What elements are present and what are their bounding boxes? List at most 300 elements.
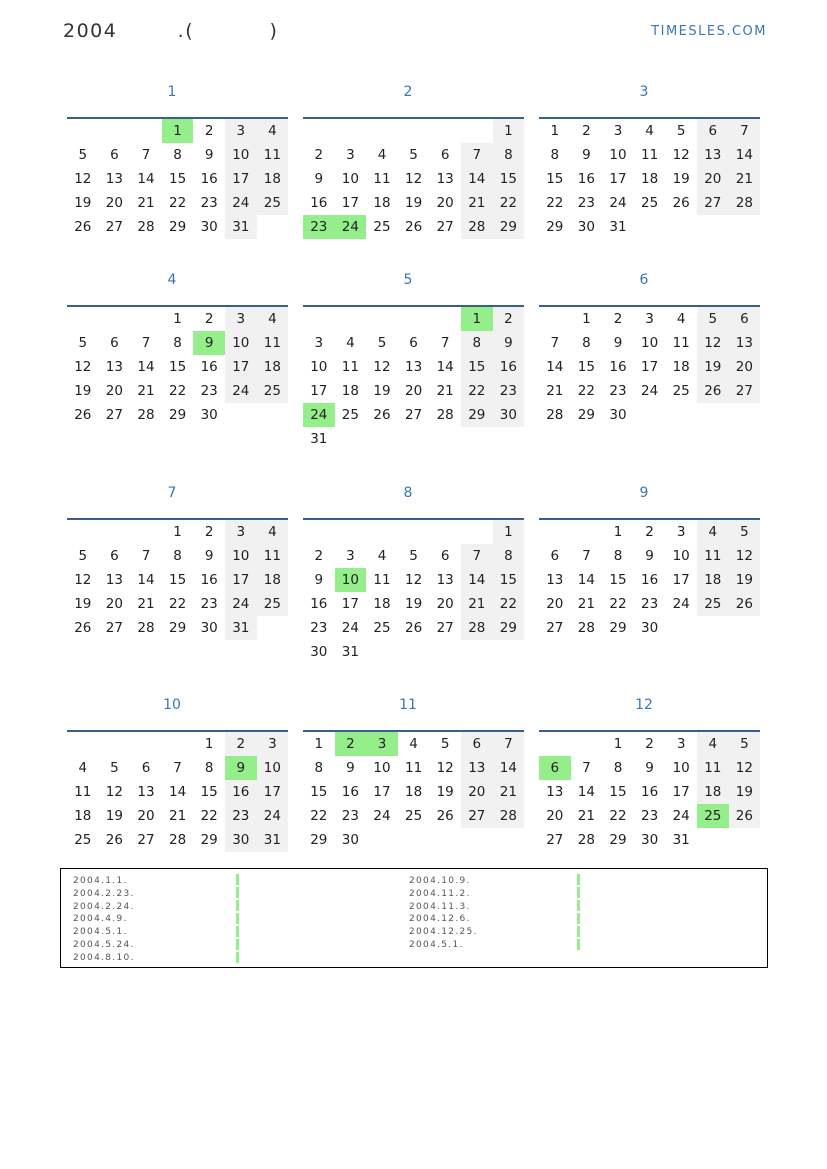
day-cell: 7 <box>582 760 591 776</box>
day-cell: 18 <box>641 171 659 187</box>
day-cell: 26 <box>436 808 454 824</box>
day-cell: 1 <box>173 311 182 327</box>
day-cell: 30 <box>577 219 595 235</box>
day-cell: 4 <box>377 147 387 163</box>
month-title: 8 <box>403 485 413 501</box>
day-cell: 13 <box>105 171 123 187</box>
day-cell: 30 <box>641 620 659 636</box>
day-cell: 9 <box>582 147 591 163</box>
day-cell: 22 <box>169 596 187 612</box>
day-cell: 22 <box>310 808 328 824</box>
holiday-cell: 2 <box>335 732 367 756</box>
day-cell: 14 <box>137 359 155 375</box>
day-cell: 20 <box>405 383 423 399</box>
day-cell: 19 <box>672 171 690 187</box>
day-cell: 26 <box>74 620 92 636</box>
day-cell: 17 <box>373 784 391 800</box>
day-cell: 2 <box>493 307 525 331</box>
day-cell: 12 <box>74 572 92 588</box>
day-cell: 6 <box>409 335 418 351</box>
day-cell: 25 <box>257 379 289 403</box>
day-cell: 9 <box>204 147 214 163</box>
day-cell: 13 <box>729 331 761 355</box>
day-cell: 2 <box>314 147 324 163</box>
day-cell: 25 <box>74 832 92 848</box>
day-cell: 16 <box>493 355 525 379</box>
day-cell: 1 <box>314 736 324 752</box>
day-cell: 22 <box>493 191 525 215</box>
day-cell: 9 <box>204 548 214 564</box>
day-cell: 17 <box>341 195 359 211</box>
holiday-cell: 1 <box>162 119 194 143</box>
day-cell: 7 <box>141 335 151 351</box>
month-title: 5 <box>403 272 413 288</box>
day-cell: 18 <box>672 359 690 375</box>
day-cell: 27 <box>546 620 564 636</box>
day-cell: 16 <box>609 359 627 375</box>
day-cell: 2 <box>645 736 654 752</box>
month-rule <box>303 518 524 520</box>
day-cell: 26 <box>373 407 391 423</box>
day-cell: 31 <box>257 828 289 852</box>
day-cell: 26 <box>697 379 729 403</box>
day-cell: 24 <box>225 592 257 616</box>
day-cell: 13 <box>105 572 123 588</box>
day-cell: 14 <box>546 359 564 375</box>
day-cell: 14 <box>577 572 595 588</box>
legend-date: 2004.5.24. <box>73 940 135 950</box>
day-cell: 24 <box>225 191 257 215</box>
day-cell: 27 <box>461 804 493 828</box>
day-cell: 7 <box>141 548 151 564</box>
holiday-cell: 9 <box>193 331 225 355</box>
day-cell: 25 <box>641 195 659 211</box>
day-cell: 25 <box>672 383 690 399</box>
day-cell: 19 <box>729 780 761 804</box>
legend-marker-bar <box>577 874 580 951</box>
day-cell: 16 <box>341 784 359 800</box>
day-cell: 31 <box>341 644 359 660</box>
day-cell: 9 <box>314 572 324 588</box>
day-cell: 31 <box>225 616 257 640</box>
day-cell: 5 <box>440 736 450 752</box>
legend-date: 2004.5.1. <box>73 927 128 938</box>
day-cell: 18 <box>373 596 391 612</box>
legend-date: 2004.11.3. <box>409 901 471 912</box>
day-cell: 19 <box>105 808 123 824</box>
day-cell: 1 <box>493 520 525 544</box>
day-cell: 5 <box>110 760 119 776</box>
day-cell: 29 <box>461 403 493 427</box>
day-cell: 6 <box>141 760 151 776</box>
legend-date: 2004.10.9. <box>409 876 471 886</box>
day-cell: 21 <box>577 596 595 612</box>
day-cell: 3 <box>225 520 257 544</box>
day-cell: 19 <box>373 383 391 399</box>
day-cell: 25 <box>373 620 391 636</box>
day-cell: 7 <box>461 544 493 568</box>
day-cell: 18 <box>341 383 359 399</box>
day-cell: 5 <box>409 548 418 564</box>
day-cell: 22 <box>169 383 187 399</box>
day-cell: 2 <box>613 311 623 327</box>
day-cell: 31 <box>609 219 627 235</box>
day-cell: 15 <box>609 572 627 588</box>
day-cell: 20 <box>436 195 454 211</box>
day-cell: 27 <box>436 219 454 235</box>
day-cell: 3 <box>613 123 623 139</box>
day-cell: 5 <box>729 732 761 756</box>
day-cell: 23 <box>641 808 659 824</box>
day-cell: 10 <box>225 143 257 167</box>
day-cell: 30 <box>341 832 359 848</box>
month-title: 2 <box>403 84 413 100</box>
day-cell: 3 <box>645 311 654 327</box>
day-cell: 25 <box>697 592 729 616</box>
day-cell: 17 <box>341 596 359 612</box>
day-cell: 26 <box>105 832 123 848</box>
day-cell: 27 <box>105 219 123 235</box>
day-cell: 15 <box>546 171 564 187</box>
day-cell: 21 <box>493 780 525 804</box>
day-cell: 30 <box>200 407 218 423</box>
day-cell: 26 <box>672 195 690 211</box>
day-cell: 29 <box>609 620 627 636</box>
day-cell: 10 <box>225 544 257 568</box>
day-cell: 7 <box>582 548 591 564</box>
day-cell: 27 <box>546 832 564 848</box>
day-cell: 20 <box>461 780 493 804</box>
day-cell: 7 <box>729 119 761 143</box>
day-cell: 14 <box>493 756 525 780</box>
day-cell: 10 <box>672 548 690 564</box>
day-cell: 18 <box>74 808 92 824</box>
day-cell: 20 <box>137 808 155 824</box>
day-cell: 12 <box>729 544 761 568</box>
day-cell: 25 <box>341 407 359 423</box>
day-cell: 6 <box>110 147 119 163</box>
day-cell: 21 <box>461 592 493 616</box>
day-cell: 7 <box>493 732 525 756</box>
day-cell: 10 <box>672 760 690 776</box>
day-cell: 10 <box>341 171 359 187</box>
day-cell: 27 <box>137 832 155 848</box>
day-cell: 25 <box>257 191 289 215</box>
day-cell: 13 <box>436 572 454 588</box>
day-cell: 2 <box>225 732 257 756</box>
day-cell: 27 <box>436 620 454 636</box>
day-cell: 1 <box>582 311 591 327</box>
day-cell: 20 <box>105 596 123 612</box>
day-cell: 13 <box>405 359 423 375</box>
month-title: 6 <box>639 272 649 288</box>
day-cell: 29 <box>609 832 627 848</box>
day-cell: 9 <box>314 171 324 187</box>
day-cell: 11 <box>257 143 289 167</box>
day-cell: 9 <box>493 331 525 355</box>
day-cell: 23 <box>310 620 328 636</box>
page-title: 2004 .( ) <box>63 20 279 42</box>
month-rule <box>303 117 524 119</box>
day-cell: 31 <box>310 431 328 447</box>
day-cell: 17 <box>641 359 659 375</box>
day-cell: 16 <box>200 359 218 375</box>
day-cell: 12 <box>672 147 690 163</box>
day-cell: 21 <box>137 596 155 612</box>
day-cell: 15 <box>609 784 627 800</box>
legend-date: 2004.8.10. <box>73 952 135 963</box>
day-cell: 28 <box>493 804 525 828</box>
day-cell: 21 <box>137 383 155 399</box>
day-cell: 3 <box>225 307 257 331</box>
day-cell: 18 <box>373 195 391 211</box>
holiday-cell: 25 <box>697 804 729 828</box>
day-cell: 22 <box>577 383 595 399</box>
legend-date: 2004.12.6. <box>409 914 471 925</box>
day-cell: 4 <box>257 520 289 544</box>
day-cell: 14 <box>729 143 761 167</box>
day-cell: 11 <box>373 171 391 187</box>
day-cell: 19 <box>436 784 454 800</box>
day-cell: 28 <box>546 407 564 423</box>
month-title: 1 <box>167 84 177 100</box>
day-cell: 5 <box>78 548 88 564</box>
day-cell: 8 <box>173 335 182 351</box>
day-cell: 20 <box>546 596 564 612</box>
day-cell: 18 <box>405 784 423 800</box>
day-cell: 5 <box>676 123 686 139</box>
day-cell: 5 <box>78 335 88 351</box>
day-cell: 6 <box>697 119 729 143</box>
day-cell: 2 <box>204 524 214 540</box>
day-cell: 28 <box>169 832 187 848</box>
day-cell: 29 <box>577 407 595 423</box>
day-cell: 8 <box>550 147 560 163</box>
day-cell: 21 <box>436 383 454 399</box>
day-cell: 25 <box>405 808 423 824</box>
day-cell: 21 <box>729 167 761 191</box>
day-cell: 17 <box>310 383 328 399</box>
day-cell: 6 <box>440 548 450 564</box>
day-cell: 2 <box>314 548 324 564</box>
day-cell: 6 <box>461 732 493 756</box>
day-cell: 12 <box>74 359 92 375</box>
legend-date: 2004.12.25. <box>409 927 478 938</box>
day-cell: 26 <box>729 592 761 616</box>
day-cell: 19 <box>405 596 423 612</box>
day-cell: 15 <box>310 784 328 800</box>
day-cell: 27 <box>729 379 761 403</box>
day-cell: 24 <box>225 379 257 403</box>
day-cell: 15 <box>169 359 187 375</box>
day-cell: 29 <box>493 215 525 239</box>
legend-date: 2004.4.9. <box>73 914 128 925</box>
day-cell: 23 <box>577 195 595 211</box>
day-cell: 22 <box>461 379 493 403</box>
holiday-cell: 3 <box>366 732 398 756</box>
day-cell: 4 <box>697 520 729 544</box>
day-cell: 5 <box>409 147 418 163</box>
day-cell: 13 <box>546 784 564 800</box>
day-cell: 17 <box>672 784 690 800</box>
day-cell: 16 <box>310 195 328 211</box>
day-cell: 3 <box>676 524 686 540</box>
day-cell: 16 <box>641 572 659 588</box>
holiday-cell: 23 <box>303 215 335 239</box>
day-cell: 27 <box>697 191 729 215</box>
day-cell: 28 <box>461 215 493 239</box>
day-cell: 10 <box>310 359 328 375</box>
month-title: 3 <box>639 84 649 100</box>
day-cell: 7 <box>461 143 493 167</box>
day-cell: 14 <box>137 171 155 187</box>
day-cell: 5 <box>377 335 387 351</box>
holiday-legend <box>60 868 768 968</box>
day-cell: 14 <box>436 359 454 375</box>
day-cell: 4 <box>377 548 387 564</box>
day-cell: 23 <box>200 195 218 211</box>
legend-marker-bar <box>236 874 239 964</box>
day-cell: 1 <box>173 524 182 540</box>
day-cell: 26 <box>405 219 423 235</box>
day-cell: 14 <box>461 568 493 592</box>
day-cell: 12 <box>405 572 423 588</box>
day-cell: 29 <box>169 620 187 636</box>
day-cell: 6 <box>729 307 761 331</box>
day-cell: 24 <box>609 195 627 211</box>
day-cell: 3 <box>676 736 686 752</box>
day-cell: 13 <box>697 143 729 167</box>
day-cell: 15 <box>169 171 187 187</box>
day-cell: 27 <box>105 407 123 423</box>
day-cell: 24 <box>257 804 289 828</box>
day-cell: 10 <box>641 335 659 351</box>
day-cell: 17 <box>225 167 257 191</box>
day-cell: 30 <box>310 644 328 660</box>
day-cell: 29 <box>200 832 218 848</box>
day-cell: 19 <box>74 195 92 211</box>
day-cell: 12 <box>405 171 423 187</box>
day-cell: 4 <box>409 736 418 752</box>
day-cell: 24 <box>672 596 690 612</box>
day-cell: 8 <box>613 760 623 776</box>
legend-date: 2004.2.23. <box>73 888 135 899</box>
day-cell: 26 <box>729 804 761 828</box>
day-cell: 29 <box>493 616 525 640</box>
month-title: 10 <box>163 697 181 713</box>
day-cell: 24 <box>341 620 359 636</box>
day-cell: 24 <box>672 808 690 824</box>
day-cell: 28 <box>729 191 761 215</box>
day-cell: 15 <box>577 359 595 375</box>
day-cell: 1 <box>493 119 525 143</box>
day-cell: 19 <box>729 568 761 592</box>
site-brand[interactable]: TIMESLES.COM <box>651 24 767 39</box>
day-cell: 22 <box>493 592 525 616</box>
holiday-cell: 10 <box>335 568 367 592</box>
day-cell: 12 <box>729 756 761 780</box>
day-cell: 15 <box>169 572 187 588</box>
day-cell: 11 <box>697 544 729 568</box>
day-cell: 3 <box>314 335 324 351</box>
day-cell: 20 <box>546 808 564 824</box>
day-cell: 28 <box>577 620 595 636</box>
day-cell: 11 <box>257 544 289 568</box>
day-cell: 20 <box>105 195 123 211</box>
day-cell: 2 <box>582 123 591 139</box>
day-cell: 23 <box>641 596 659 612</box>
day-cell: 20 <box>729 355 761 379</box>
day-cell: 2 <box>204 311 214 327</box>
day-cell: 5 <box>729 520 761 544</box>
day-cell: 12 <box>105 784 123 800</box>
day-cell: 8 <box>204 760 214 776</box>
day-cell: 29 <box>169 219 187 235</box>
day-cell: 10 <box>257 756 289 780</box>
day-cell: 18 <box>697 568 729 592</box>
legend-date: 2004.2.24. <box>73 901 135 912</box>
day-cell: 18 <box>257 568 289 592</box>
day-cell: 16 <box>225 780 257 804</box>
day-cell: 8 <box>613 548 623 564</box>
holiday-cell: 24 <box>303 403 335 427</box>
day-cell: 17 <box>225 355 257 379</box>
day-cell: 19 <box>74 596 92 612</box>
day-cell: 28 <box>137 407 155 423</box>
day-cell: 17 <box>225 568 257 592</box>
day-cell: 15 <box>200 784 218 800</box>
day-cell: 26 <box>405 620 423 636</box>
day-cell: 13 <box>105 359 123 375</box>
day-cell: 8 <box>493 544 525 568</box>
day-cell: 26 <box>74 407 92 423</box>
holiday-cell: 1 <box>461 307 493 331</box>
day-cell: 9 <box>645 760 654 776</box>
day-cell: 14 <box>137 572 155 588</box>
day-cell: 21 <box>577 808 595 824</box>
day-cell: 12 <box>697 331 729 355</box>
day-cell: 16 <box>200 572 218 588</box>
day-cell: 22 <box>609 596 627 612</box>
day-cell: 30 <box>609 407 627 423</box>
day-cell: 28 <box>137 620 155 636</box>
day-cell: 25 <box>373 219 391 235</box>
day-cell: 3 <box>257 732 289 756</box>
day-cell: 19 <box>405 195 423 211</box>
day-cell: 4 <box>346 335 355 351</box>
day-cell: 3 <box>346 147 355 163</box>
day-cell: 8 <box>461 331 493 355</box>
day-cell: 17 <box>257 780 289 804</box>
day-cell: 11 <box>373 572 391 588</box>
day-cell: 20 <box>697 167 729 191</box>
day-cell: 29 <box>310 832 328 848</box>
day-cell: 30 <box>493 403 525 427</box>
day-cell: 29 <box>169 407 187 423</box>
day-cell: 23 <box>225 804 257 828</box>
day-cell: 30 <box>641 832 659 848</box>
day-cell: 11 <box>672 335 690 351</box>
day-cell: 8 <box>173 548 182 564</box>
day-cell: 14 <box>461 167 493 191</box>
day-cell: 28 <box>461 616 493 640</box>
day-cell: 16 <box>577 171 595 187</box>
day-cell: 27 <box>405 407 423 423</box>
day-cell: 6 <box>550 548 560 564</box>
day-cell: 12 <box>74 171 92 187</box>
day-cell: 7 <box>440 335 450 351</box>
day-cell: 26 <box>74 219 92 235</box>
